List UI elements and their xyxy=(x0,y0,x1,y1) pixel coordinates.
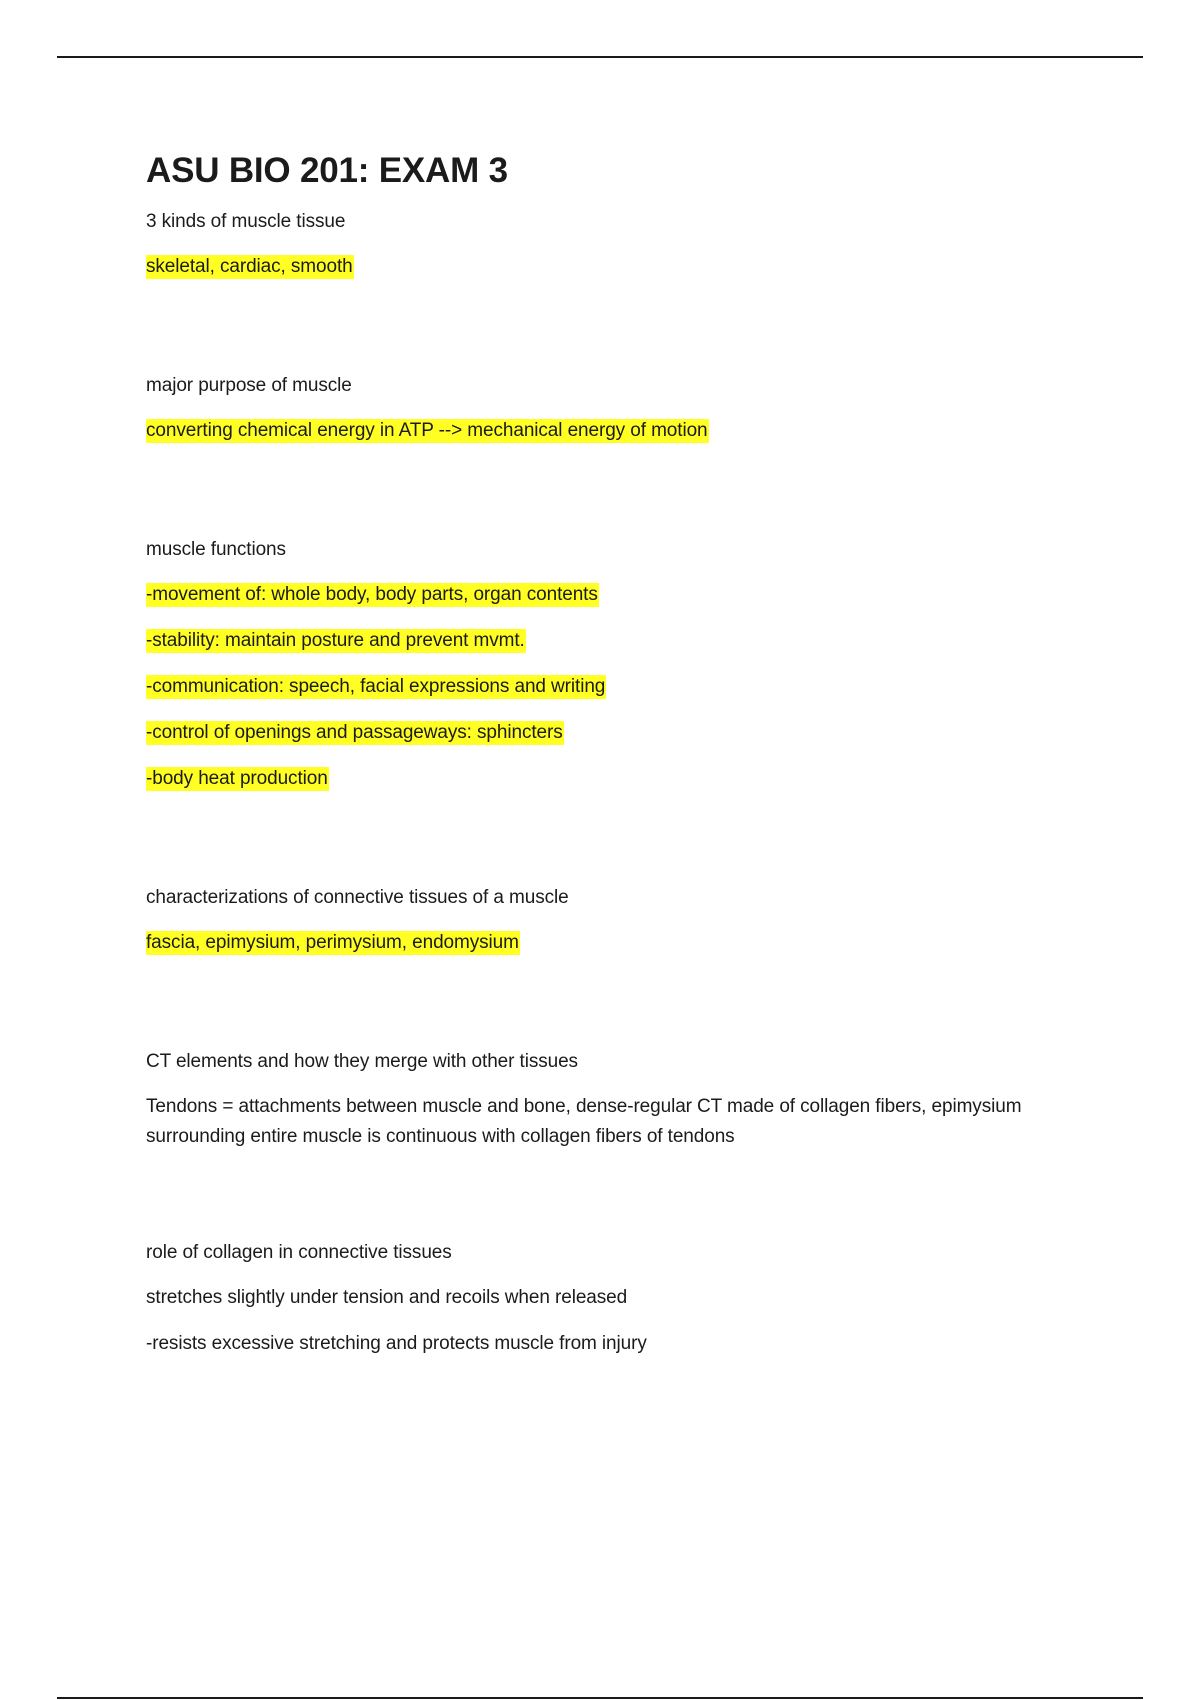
document-body xyxy=(146,145,1096,1377)
bottom-rule xyxy=(57,1697,1143,1699)
flashcard xyxy=(146,373,1096,444)
card-term: major purpose of muscle xyxy=(146,375,352,396)
card-term: muscle functions xyxy=(146,539,286,560)
answer-line xyxy=(146,930,1096,956)
answer-line xyxy=(146,628,1096,654)
card-answers xyxy=(146,418,1096,444)
answer-line xyxy=(146,582,1096,608)
answer-line xyxy=(146,766,1096,792)
document-title: ASU BIO 201: EXAM 3 xyxy=(146,151,508,190)
answer-highlight: -movement of: whole body, body parts, organ contents xyxy=(146,584,598,605)
answer-highlight: -control of openings and passageways: sphincters xyxy=(146,722,563,743)
answer-highlight: skeletal, cardiac, smooth xyxy=(146,256,353,277)
answer-highlight: -stability: maintain posture and prevent mvmt. xyxy=(146,630,525,651)
answer-highlight: fascia, epimysium, perimysium, endomysium xyxy=(146,932,519,953)
flashcard xyxy=(146,209,1096,280)
answer-line xyxy=(146,254,1096,280)
card-answers xyxy=(146,930,1096,956)
card-term: characterizations of connective tissues of a muscle xyxy=(146,887,569,908)
flashcard xyxy=(146,1049,1096,1152)
answer-highlight: converting chemical energy in ATP --> mechanical energy of motion xyxy=(146,420,708,441)
flashcard xyxy=(146,537,1096,792)
flashcard xyxy=(146,885,1096,956)
answer-line: -resists excessive stretching and protects muscle from injury xyxy=(146,1333,647,1354)
answer-highlight: -communication: speech, facial expressions and writing xyxy=(146,676,606,697)
answer-line: Tendons = attachments between muscle and bone, dense-regular CT made of collagen fibers, epimysium surrounding entire muscle is continuous with collagen fibers of tendons xyxy=(146,1096,1022,1147)
flashcard xyxy=(146,1240,1096,1357)
card-term: CT elements and how they merge with other tissues xyxy=(146,1051,578,1072)
card-term: role of collagen in connective tissues xyxy=(146,1242,452,1263)
answer-highlight: -body heat production xyxy=(146,768,328,789)
card-answers xyxy=(146,582,1096,792)
card-answers xyxy=(146,1285,1096,1357)
top-rule xyxy=(57,56,1143,58)
card-answers xyxy=(146,1092,1096,1152)
answer-line: stretches slightly under tension and recoils when released xyxy=(146,1287,628,1308)
card-answers xyxy=(146,254,1096,280)
answer-line xyxy=(146,720,1096,746)
answer-line xyxy=(146,418,1096,444)
answer-line xyxy=(146,674,1096,700)
card-term: 3 kinds of muscle tissue xyxy=(146,211,346,232)
